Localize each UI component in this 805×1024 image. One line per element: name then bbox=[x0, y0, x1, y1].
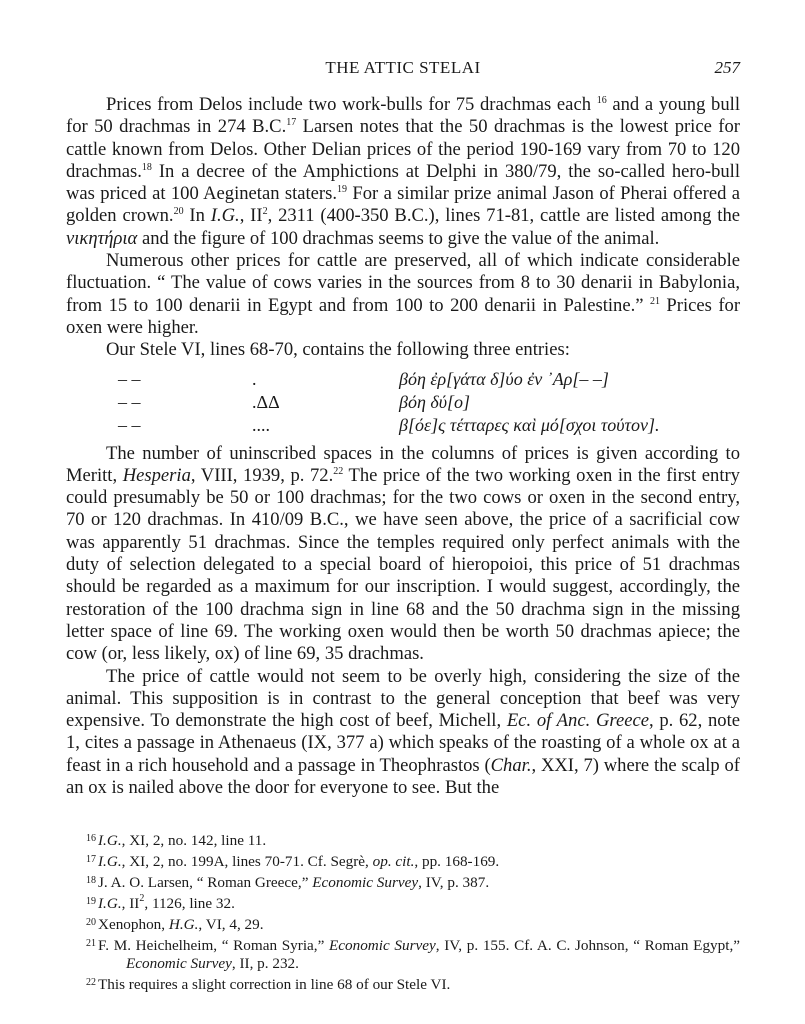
text-run: , IV, p. 155. Cf. A. C. Johnson, “ Roman Egypt,” bbox=[435, 936, 740, 954]
page-header bbox=[66, 58, 740, 78]
text-run: , XXI, 7) where the scalp of an ox is nailed above the door for everyone to see. But the bbox=[66, 754, 740, 799]
text-run: For a similar prize animal Jason of Pherai offered a golden crown. bbox=[66, 183, 740, 227]
text-run: Our Stele VI, lines 68-70, contains the following three entries: bbox=[106, 339, 570, 361]
footnote-number: 21 bbox=[86, 937, 96, 949]
text-run: , IV, p. 387. bbox=[418, 873, 490, 891]
italic-text: I.G. bbox=[98, 832, 122, 849]
inscription-col-3: βόη δύ[ο] bbox=[399, 391, 471, 412]
footnote-number: 22 bbox=[86, 977, 96, 989]
italic-text: I.G. bbox=[98, 852, 122, 870]
text-run: F. M. Heichelheim, “ Roman Syria,” bbox=[98, 936, 329, 954]
footnote bbox=[66, 935, 740, 975]
footnote-ref: 17 bbox=[286, 117, 297, 129]
footnote-ref: 19 bbox=[337, 184, 348, 196]
footnote bbox=[66, 872, 740, 893]
text-run: The number of uninscribed spaces in the columns of prices is given according to Meritt, bbox=[66, 442, 740, 486]
italic-text: Ec. of Anc. Greece bbox=[506, 710, 649, 732]
inscription-col-3: β[όε]ς τέτταρες καὶ μό[σχοι τούτον]. bbox=[399, 414, 660, 435]
paragraph bbox=[66, 339, 740, 361]
footnote-ref: 2 bbox=[262, 206, 268, 218]
footnote-ref: 22 bbox=[333, 465, 344, 477]
text-run: , XI, 2, no. 199A, lines 70-71. Cf. Segrè, bbox=[121, 852, 373, 870]
footnote bbox=[66, 893, 740, 914]
footnote-number: 17 bbox=[86, 853, 96, 865]
footnote-number: 18 bbox=[86, 874, 96, 886]
footnote-number: 16 bbox=[86, 833, 96, 844]
text-run: , p. 62, note 1, cites a passage in Athenaeus (IX, 377 a) which speaks of the roasting of a whole ox at a feast in a rich household and a passage in Theophrastos ( bbox=[66, 710, 741, 776]
italic-text: I.G. bbox=[98, 894, 122, 912]
footnote bbox=[66, 830, 740, 851]
text-run: In bbox=[183, 205, 211, 227]
text-run: and the figure of 100 drachmas seems to give the value of the animal. bbox=[137, 227, 660, 249]
italic-text: H.G. bbox=[168, 915, 199, 933]
footnote bbox=[66, 914, 740, 935]
text-run: , XI, 2, no. 142, line 11. bbox=[121, 832, 267, 849]
text-run: and a young bull for 50 drachmas in 274 B.C. bbox=[66, 94, 740, 138]
paragraph bbox=[66, 94, 740, 250]
inscription-row bbox=[66, 414, 740, 437]
text-run: , VI, 4, 29. bbox=[198, 915, 264, 933]
italic-text: op. cit. bbox=[372, 852, 415, 870]
text-run: Xenophon, bbox=[98, 915, 169, 933]
italic-text: νικητήρια bbox=[66, 227, 138, 249]
italic-text: Economic Survey bbox=[312, 873, 419, 891]
inscription-table bbox=[66, 368, 740, 437]
inscription-col-1: – – bbox=[118, 391, 141, 412]
text-run: The price of cattle would not seem to be overly high, considering the size of the animal. This supposition is in contrast to the general conception that beef was very expensive. To demonstrate the high cost of beef, Michell, bbox=[66, 665, 740, 732]
text-run: Prices for oxen were higher. bbox=[66, 294, 741, 338]
footnotes bbox=[66, 830, 740, 995]
footnote-ref: 20 bbox=[173, 206, 184, 218]
text-run: , II, p. 232. bbox=[231, 955, 299, 973]
inscription-col-2: . bbox=[252, 368, 257, 389]
paragraph bbox=[66, 443, 740, 666]
inscription-col-1: – – bbox=[118, 368, 141, 389]
text-run: , 1126, line 32. bbox=[144, 894, 235, 912]
footnote-number: 19 bbox=[86, 895, 96, 907]
footnote-ref: 21 bbox=[649, 295, 660, 307]
text-run: Larsen notes that the 50 drachmas is the lowest price for cattle known from Delos. Other Delian prices of the period 190-169 vary from 70 to 120 drachmas. bbox=[66, 116, 740, 182]
inscription-col-2: .ΔΔ bbox=[252, 391, 280, 412]
text-run: The price of the two working oxen in the first entry could presumably be 50 or 100 drachmas; for the two cows or oxen in the second entry, 70 or 120 drachmas. In 410/09 B.C., we have seen above, the price of a sacrificial cow was apparently 51 drachmas. Since the temples required only perfect animals with the duty of selection delegated to a special board of hieropoioi, this price of 51 drachmas should be regarded as a maximum for our inscription. I would suggest, accordingly, the restoration of the 100 drachma sign in line 68 and the 50 drachma sign in the missing letter space of line 69. The working oxen would then be worth 50 drachmas apiece; the cow (or, less likely, ox) of line 69, 35 drachmas. bbox=[66, 464, 740, 665]
text-run: Prices from Delos include two work-bulls for 75 drachmas each bbox=[106, 94, 597, 115]
inscription-col-3: βόη ἐρ[γάτα δ]ύο ἐν ᾿Αρ[– –] bbox=[399, 368, 609, 389]
text-run: This requires a slight correction in line 68 of our Stele VI. bbox=[98, 976, 451, 994]
italic-text: Economic Survey bbox=[329, 936, 436, 954]
text-run: , 2311 (400-350 B.C.), lines 71-81, cattle are listed among the bbox=[267, 205, 740, 227]
text-run: J. A. O. Larsen, “ Roman Greece,” bbox=[98, 873, 313, 891]
text-run: Numerous other prices for cattle are preserved, all of which indicate considerable fluctuation. “ The value of cows varies in the sources from 8 to 30 denarii in Babylonia, from 15 to 100 denarii in Egypt and from 100 to 200 denarii in Palestine.” bbox=[66, 250, 740, 316]
inscription-col-2: .... bbox=[252, 414, 270, 435]
paragraph bbox=[66, 250, 740, 339]
inscription-row bbox=[66, 391, 740, 414]
italic-text: I.G. bbox=[210, 205, 240, 227]
footnote-ref: 18 bbox=[141, 161, 152, 173]
footnote-ref: 16 bbox=[596, 95, 607, 106]
inscription-col-1: – – bbox=[118, 414, 141, 435]
paragraph bbox=[66, 666, 740, 800]
text-run: , II bbox=[121, 894, 140, 912]
inscription-row bbox=[66, 368, 740, 391]
footnote bbox=[66, 974, 740, 995]
page-number: 257 bbox=[714, 58, 740, 77]
italic-text: Hesperia bbox=[122, 464, 191, 486]
italic-text: Char. bbox=[490, 754, 532, 776]
text-run: , VIII, 1939, p. 72. bbox=[190, 464, 334, 486]
italic-text: Economic Survey bbox=[126, 955, 232, 973]
text-run: In a decree of the Amphictions at Delphi in 380/79, the so-called hero-bull was priced at 100 Aeginetan staters. bbox=[66, 160, 740, 205]
footnote-number: 20 bbox=[86, 916, 96, 928]
footnote bbox=[66, 851, 740, 872]
body-text bbox=[66, 94, 740, 799]
running-title: THE ATTIC STELAI bbox=[325, 58, 481, 77]
text-run: , pp. 168-169. bbox=[414, 852, 500, 870]
footnote-ref: 2 bbox=[139, 892, 145, 904]
text-run: , II bbox=[239, 205, 263, 227]
